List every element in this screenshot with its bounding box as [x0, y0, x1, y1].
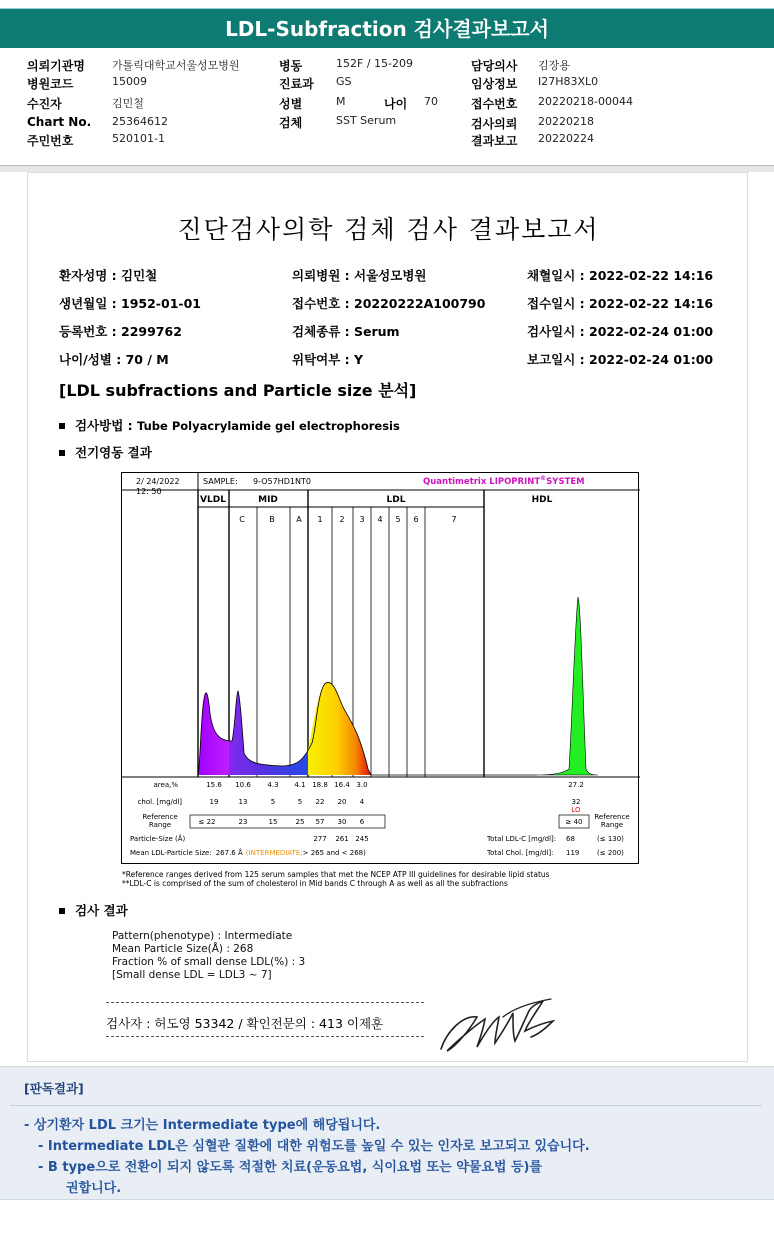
hospital-code-value: 15009 [112, 75, 147, 88]
ref-value-hdl: ≥ 40 [565, 818, 583, 826]
clinical-label: 임상정보 [471, 77, 518, 91]
ref-row-label-1: Reference [142, 813, 178, 821]
report-time-label: 보고일시 : [527, 352, 590, 367]
age-sex-label: 나이/성별 : [59, 352, 126, 367]
chol-value-ldl2: 20 [337, 798, 347, 806]
resident-no-value: 520101-1 [112, 132, 165, 145]
total-ldl-ref: (≤ 130) [597, 835, 624, 843]
electrophoresis-svg [122, 473, 640, 865]
hospital-code-label: 병원코드 [27, 77, 74, 91]
group-label-hdl: HDL [531, 495, 553, 505]
area-value-vldl: 15.6 [206, 781, 222, 789]
phenotype-result: Pattern(phenotype) : Intermediate [112, 930, 293, 942]
resident-no-label: 주민번호 [27, 134, 74, 148]
area-value-hdl: 27.2 [568, 781, 584, 789]
small-dense-definition: [Small dense LDL = LDL3 ~ 7] [112, 969, 272, 981]
ref-value-ldl3: 6 [359, 818, 365, 826]
signature-image [433, 991, 563, 1061]
interpretation-line-1: - 상기환자 LDL 크기는 Intermediate type에 해당됩니다. [24, 1118, 381, 1133]
particle-size-ldl2: 261 [335, 835, 349, 843]
group-label-mid: MID [258, 495, 278, 505]
institution-value: 가톨릭대학교서울성모병원 [112, 59, 240, 72]
patient-label: 수진자 [27, 97, 62, 111]
consignment-field [292, 350, 363, 368]
brand-registered-mark: ® [540, 475, 547, 482]
mean-particle-size-result: Mean Particle Size(Å) : 268 [112, 943, 254, 955]
interpretation-line-4: 권합니다. [66, 1181, 122, 1196]
total-chol-value: 119 [566, 849, 580, 857]
band-label-3: 3 [359, 515, 365, 524]
receipt-number-value: 20220222A100790 [354, 296, 486, 311]
request-date-label: 검사의뢰 [471, 117, 518, 131]
method-bullet [59, 416, 400, 434]
brand-system: SYSTEM [546, 477, 585, 487]
requesting-hospital-field [292, 266, 426, 284]
group-label-vldl: VLDL [200, 495, 226, 505]
result-label: 검사 결과 [75, 903, 128, 918]
ref-value-a: 25 [295, 818, 305, 826]
footnote-reference-ranges: *Reference ranges derived from 125 serum samples that met the NCEP ATP III guidelines for desirable lipid status [122, 870, 550, 879]
ward-label: 병동 [279, 59, 303, 73]
report-date-value: 20220224 [538, 132, 594, 145]
area-value-b: 4.3 [267, 781, 279, 789]
band-label-1: 1 [317, 515, 323, 524]
ldl-peak [308, 683, 371, 775]
interpretation-panel [0, 1066, 774, 1200]
band-label-a: A [296, 515, 302, 524]
method-label: 검사방법 : [75, 418, 138, 433]
ref-value-ldl1: 57 [315, 818, 325, 826]
band-label-7: 7 [451, 515, 457, 524]
examiner-line: 검사자 : 허도영 53342 / 확인전문의 : 413 이제훈 [106, 1016, 384, 1031]
chol-row-label: chol. [mg/dl] [137, 798, 182, 806]
interpretation-title: [판독결과] [24, 1081, 84, 1096]
bullet-icon [59, 450, 65, 456]
ref-value-ldl2: 30 [337, 818, 347, 826]
patient-name-field [59, 266, 157, 284]
mean-size-value: 267.6 Å [215, 849, 243, 857]
requesting-hospital-value: 서울성모병원 [354, 268, 427, 283]
particle-size-ldl3: 245 [355, 835, 369, 843]
request-info-panel [0, 50, 774, 166]
receipt-time-value: 2022-02-22 14:16 [589, 296, 714, 311]
hdl-peak [537, 597, 598, 775]
brand-name: Quantimetrix LIPOPRINT [423, 477, 541, 487]
area-value-ldl2: 16.4 [334, 781, 350, 789]
mean-size-phenotype: (INTERMEDIATE; [245, 849, 303, 857]
electrophoresis-bullet [59, 443, 152, 461]
age-sex-value: 70 / M [125, 352, 169, 367]
birth-date-label: 생년월일 : [59, 296, 122, 311]
sex-label: 성별 [279, 97, 303, 111]
method-value: Tube Polyacrylamide gel electrophoresis [137, 419, 400, 433]
receipt-number-field [292, 294, 485, 312]
signature-bottom-rule [106, 1036, 424, 1037]
patient-name-label: 환자성명 : [59, 268, 122, 283]
lipoprint-brand [423, 475, 585, 487]
registration-value: 2299762 [121, 324, 182, 339]
specimen-value: SST Serum [336, 114, 397, 127]
total-chol-ref: (≤ 200) [597, 849, 624, 857]
institution-label: 의뢰기관명 [27, 59, 85, 73]
chart-time: 12: 50 [136, 487, 162, 496]
receipt-number-label: 접수번호 : [292, 296, 355, 311]
small-dense-fraction-result: Fraction % of small dense LDL(%) : 3 [112, 956, 306, 968]
test-time-label: 검사일시 : [527, 324, 590, 339]
band-label-c: C [239, 515, 245, 524]
hdl-ref-label-2: Range [600, 821, 624, 829]
specimen-label: 검체 [279, 116, 303, 130]
birth-date-field [59, 294, 201, 312]
doctor-value: 김장용 [538, 59, 570, 72]
chol-value-hdl: 32 [571, 798, 581, 806]
total-ldl-label: Total LDL-C [mg/dl]: [487, 835, 557, 843]
mean-size-range: > 265 and < 268) [302, 849, 366, 857]
area-value-ldl1: 18.8 [312, 781, 328, 789]
report-time-value: 2022-02-24 01:00 [589, 352, 714, 367]
clinical-value: I27H83XL0 [538, 75, 599, 88]
area-value-c: 10.6 [235, 781, 251, 789]
sample-label: SAMPLE: [203, 477, 238, 486]
vldl-peak [198, 693, 229, 775]
doctor-label: 담당의사 [471, 59, 518, 73]
bullet-icon [59, 423, 65, 429]
requesting-hospital-label: 의뢰병원 : [292, 268, 355, 283]
band-label-4: 4 [377, 515, 383, 524]
band-label-b: B [269, 515, 275, 524]
chol-value-ldl1: 22 [315, 798, 325, 806]
dept-value: GS [336, 75, 352, 88]
ref-value-b: 15 [268, 818, 278, 826]
report-time-field [527, 350, 713, 368]
area-row-label: area,% [153, 781, 178, 789]
band-label-5: 5 [395, 515, 401, 524]
collection-time-field [527, 266, 713, 284]
chart-no-label: Chart No. [27, 115, 92, 129]
registration-field [59, 322, 182, 340]
lab-report-title: 진단검사의학 검체 검사 결과보고서 [177, 215, 600, 244]
report-header-title: LDL-Subfraction 검사결과보고서 [0, 8, 774, 48]
chol-value-vldl: 19 [209, 798, 219, 806]
receipt-time-field [527, 294, 713, 312]
band-label-6: 6 [413, 515, 419, 524]
receipt-time-label: 접수일시 : [527, 296, 590, 311]
birth-date-value: 1952-01-01 [121, 296, 201, 311]
result-bullet [59, 901, 128, 919]
consignment-label: 위탁여부 : [292, 352, 355, 367]
ref-range-box [190, 815, 385, 828]
area-value-ldl3: 3.0 [356, 781, 368, 789]
collection-time-value: 2022-02-22 14:16 [589, 268, 714, 283]
electrophoresis-chart [121, 472, 639, 864]
lab-report-page [27, 172, 748, 1062]
receipt-no-label: 접수번호 [471, 97, 518, 111]
chol-value-ldl3: 4 [359, 798, 365, 806]
patient-value: 김민철 [112, 97, 144, 110]
patient-name-value: 김민철 [121, 268, 158, 283]
bullet-icon [59, 908, 65, 914]
registration-label: 등록번호 : [59, 324, 122, 339]
age-value: 70 [424, 95, 438, 108]
consignment-value: Y [354, 352, 364, 367]
ref-row-label-2: Range [148, 821, 172, 829]
electrophoresis-label: 전기영동 결과 [75, 445, 152, 460]
area-value-a: 4.1 [294, 781, 306, 789]
interpretation-line-2: - Intermediate LDL은 심혈관 질환에 대한 위험도를 높일 수 있는 인자로 보고되고 있습니다. [38, 1139, 590, 1154]
band-label-2: 2 [339, 515, 345, 524]
chart-no-value: 25364612 [112, 115, 168, 128]
test-time-field [527, 322, 713, 340]
age-label: 나이 [384, 97, 408, 111]
footnote-ldl-c: **LDL-C is comprised of the sum of cholesterol in Mid bands C through A as well as all the subfractions [122, 879, 508, 888]
particle-size-ldl1: 277 [313, 835, 327, 843]
receipt-no-value: 20220218-00044 [538, 95, 633, 108]
interpretation-divider [10, 1105, 762, 1106]
group-label-ldl: LDL [386, 495, 406, 505]
chol-value-b: 5 [270, 798, 276, 806]
particle-size-label: Particle-Size (Å) [130, 835, 186, 843]
ref-value-vldl: ≤ 22 [198, 818, 216, 826]
sex-value: M [336, 95, 346, 108]
age-sex-field [59, 350, 169, 368]
chol-value-a: 5 [297, 798, 303, 806]
total-chol-label: Total Chol. [mg/dl]: [487, 849, 554, 857]
specimen-type-value: Serum [354, 324, 400, 339]
request-date-value: 20220218 [538, 115, 594, 128]
mean-size-line [130, 848, 366, 857]
specimen-type-field [292, 322, 400, 340]
hdl-ref-label-1: Reference [594, 813, 630, 821]
analysis-section-title: [LDL subfractions and Particle size 분석] [59, 381, 417, 400]
interpretation-line-3: - B type으로 전환이 되지 않도록 적절한 치료(운동요법, 식이요법 또는 약물요법 등)를 [38, 1160, 543, 1175]
hdl-low-flag: LO [571, 806, 581, 814]
test-time-value: 2022-02-24 01:00 [589, 324, 714, 339]
specimen-type-label: 검체종류 : [292, 324, 355, 339]
collection-time-label: 채혈일시 : [527, 268, 590, 283]
mean-size-label: Mean LDL-Particle Size: [130, 849, 212, 857]
ward-value: 152F / 15-209 [336, 57, 413, 70]
signature-top-rule [106, 1002, 424, 1003]
dept-label: 진료과 [279, 77, 314, 91]
ref-value-c: 23 [238, 818, 248, 826]
chol-value-c: 13 [238, 798, 248, 806]
chart-date: 2/ 24/2022 [136, 477, 180, 486]
report-date-label: 결과보고 [471, 134, 518, 148]
total-ldl-value: 68 [566, 835, 575, 843]
sample-value: 9-O57HD1NT0 [253, 477, 311, 486]
